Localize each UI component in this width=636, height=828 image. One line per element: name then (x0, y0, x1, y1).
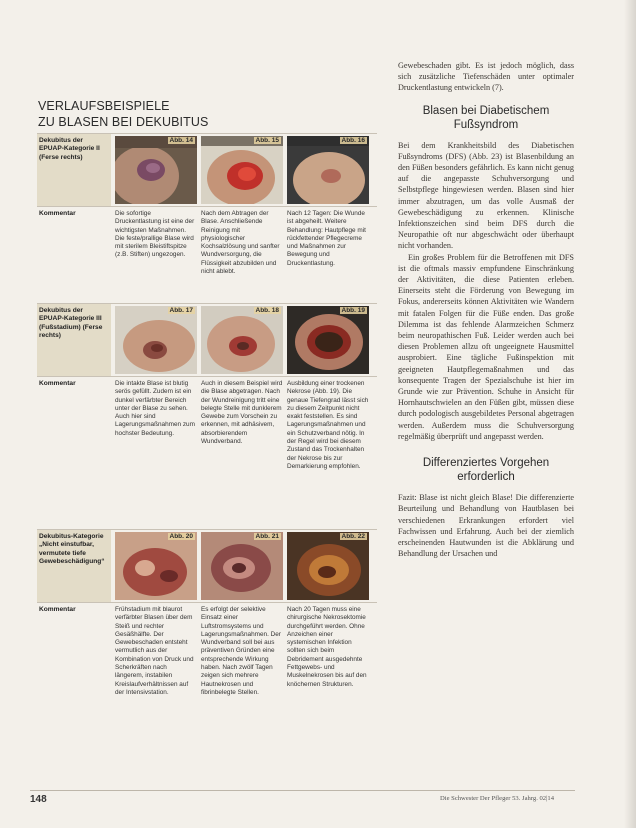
comment-label-cell (37, 603, 111, 733)
figure-18-photo (201, 306, 283, 374)
body-paragraph: Bei dem Krankheitsbild des Diabetischen Fußsyndroms (DFS) (Abb. 23) ist Blasenbildung an den Füßen besonders gefährlich. Es kann nicht genug auf die angepasste Schuhversorgung und Selbstpflege hingewiesen werden. Blasen sind hier immer abzutragen, um das volle Ausmaß der Gewebeschädigung zu erkennen. Klinische Infektionszeichen sind beim DFS durch die Neuropathie oft nur abgeschwächt oder überhaupt nicht vorhanden. (398, 140, 574, 251)
table-row-images-3 (37, 529, 377, 602)
comment-label-cell (37, 207, 111, 303)
comment-text: Die sofortige Druckentlastung ist eine der wichtigsten Maßnahmen. Die feste/prallige Blase wird mit sterilem Bleistiftspitze (z.B. Stiften) ungezogen. (115, 210, 195, 259)
table-row-images-1 (37, 133, 377, 206)
comment-label: Kommentar (39, 210, 76, 217)
figure-label: Abb. 14 (169, 137, 193, 144)
figure-15-photo (201, 136, 283, 204)
figure-17-photo (115, 306, 197, 374)
footer-rule (30, 790, 575, 791)
table-row-comments-1 (37, 206, 377, 303)
figure-20-photo (115, 532, 197, 600)
figure-22-photo (287, 532, 369, 600)
figure-label: Abb. 15 (255, 137, 279, 144)
section-title-differentiated: Differenziertes Vorgehen erforderlich (422, 457, 550, 484)
figure-label: Abb. 19 (341, 307, 365, 314)
comment-label: Kommentar (39, 606, 76, 613)
table-row-images-2 (37, 303, 377, 376)
journal-footer: Die Schwester Der Pfleger 53. Jahrg. 02|14 (440, 795, 554, 802)
comment-label: Kommentar (39, 380, 76, 387)
figure-label: Abb. 22 (341, 533, 365, 540)
comment-text: Nach dem Abtragen der Blase. Anschließende Reinigung mit physiologischer Kochsalzlösung und sanfter Wundversorgung, die Flüssigkeit abzubilden und nicht ablebt. (201, 210, 280, 276)
figure-label: Abb. 20 (169, 533, 193, 540)
section-title-diabetic-foot: Blasen bei Diabetischem Fußsyndrom (422, 104, 550, 131)
table-row-comments-3 (37, 602, 377, 733)
body-paragraph: Ein großes Problem für die Betroffenen mit DFS ist die oftmals massiv empfundene Einschränkung der Aktivitäten, die diese Patienten erleben. Einerseits steht die Förderung von Bewegung im Fokus, andererseits können Aktivitäten wie Wandern mit fatalen Folgen für die Füße enden. Das große Dilemma ist das fehlende Alarmzeichen Schmerz beim neuropathischen Fuß. Leider werden auch bei diesen Problemen allzu oft ungeeignete Hausmittel ausprobiert. Eine tägliche Fußinspektion mit geeigneten Hautpflegemaßnahmen und das konsequente Tragen der Spezialschuhe ist hier im Grunde wie zur Prävention. Schuhe in Ansicht für Hornhautschwielen an den Füßen gibt, müssen diese durch podologisch ausgebildetes Personal abgetragen werden. Außerdem muss die Schuhversorgung regelmäßig überprüft und angepasst werden. (398, 252, 574, 441)
figure-label: Abb. 17 (169, 307, 193, 314)
figure-label: Abb. 16 (341, 137, 365, 144)
row-label-cell (37, 304, 111, 376)
heading-line-1: VERLAUFSBEISPIELE (38, 99, 170, 113)
row-label: Dekubitus der EPUAP-Kategorie II (Ferse rechts) (39, 137, 100, 161)
comment-text: Es erfolgt der selektive Einsatz einer Luftstromsystems und Lagerungsmaßnahmen. Der Wundverband soll bei aus präventiven Gründen eine entsprechende Wirkung haben. Nach zwölf Tagen zeigen sich mehrere Hautnekrosen und fibrinbelegte Stellen. (201, 606, 281, 696)
figure-16-photo (287, 136, 369, 204)
figure-label: Abb. 21 (255, 533, 279, 540)
row-label-cell (37, 530, 111, 602)
comment-text: Frühstadium mit blaurot verfärbter Blasen über dem Steiß und rechter Gesäßhälfte. Der Gewebeschaden entsteht vermutlich aus der Kombination von Druck und Scherkräften nach längerem, instabilen Kreislaufverhältnissen auf der Intensivstation. (115, 606, 194, 696)
row-label: Dekubitus der EPUAP-Kategorie III (Fußstadium) (Ferse rechts) (39, 307, 103, 340)
figure-19-photo (287, 306, 369, 374)
intro-paragraph: Gewebeschaden gibt. Es ist jedoch möglich, dass sich zusätzliche Tiefenschäden unter optimaler Druckentlastung entwickeln (7). (398, 61, 574, 93)
figure-14-photo (115, 136, 197, 204)
comment-text: Ausbildung einer trockenen Nekrose (Abb. 19). Die genaue Tiefengrad lässt sich zu diesem Zeitpunkt nicht exakt feststellen. Es sind Lagerungsmaßnahmen und ein Schutzverband nötig. In der Regel wird bei diesem Zustand das Trockenhalten der Nekrose bis zur Demarkierung empfohlen. (287, 380, 369, 470)
page-number: 148 (30, 794, 47, 805)
figure-21-photo (201, 532, 283, 600)
table-row-comments-2 (37, 376, 377, 529)
body-paragraph: Fazit: Blase ist nicht gleich Blase! Die differenzierte Beurteilung und Behandlung von Hautblasen bei verschiedenen Erkrankungen erfordert viel Fachwissen und Erfahrung. Auch bei der ziemlich erscheinenden Hautwunden ist die Abklärung und Behandlung der Ursachen und (398, 493, 574, 559)
comment-text: Nach 20 Tagen muss eine chirurgische Nekrosektomie durchgeführt werden. Ohne Anzeichen einer systemischen Infektion sollten sich beim Debridement ausgedehnte Fettgewebs- und Muskelnekrosen bis auf den knöchernen Strukturen. (287, 606, 367, 688)
comment-text: Nach 12 Tagen: Die Wunde ist abgeheilt. Weitere Behandlung: Hautpflege mit rückfettender Pflegecreme und Maßnahmen zur Bewegung und Druckentlastung. (287, 210, 366, 267)
comment-text: Die intakte Blase ist blutig serös gefüllt. Zudem ist ein dunkel verfärbter Bereich unter der Blase zu sehen. Auch hier sind Lagerungsmaßnahmen zum hochster Bedeutung. (115, 380, 195, 437)
page-edge-shadow (624, 0, 636, 828)
figure-label: Abb. 18 (255, 307, 279, 314)
row-label-cell (37, 134, 111, 206)
right-text-column (398, 60, 574, 559)
examples-table (37, 133, 377, 733)
comment-label-cell (37, 377, 111, 529)
heading-line-2: ZU BLASEN BEI DEKUBITUS (38, 115, 209, 129)
comment-text: Auch in diesem Beispiel wird die Blase abgetragen. Nach der Wundreinigung tritt eine belegte Stelle mit dunklerem Gewebe zum Vorschein zu erkennen, mit adhäsivem, absorbierendem Wundverband. (201, 380, 283, 446)
section-heading (38, 98, 238, 130)
row-label: Dekubitus-Kategorie „Nicht einstufbar, vermutete tiefe Gewebeschädigung“ (39, 533, 105, 566)
